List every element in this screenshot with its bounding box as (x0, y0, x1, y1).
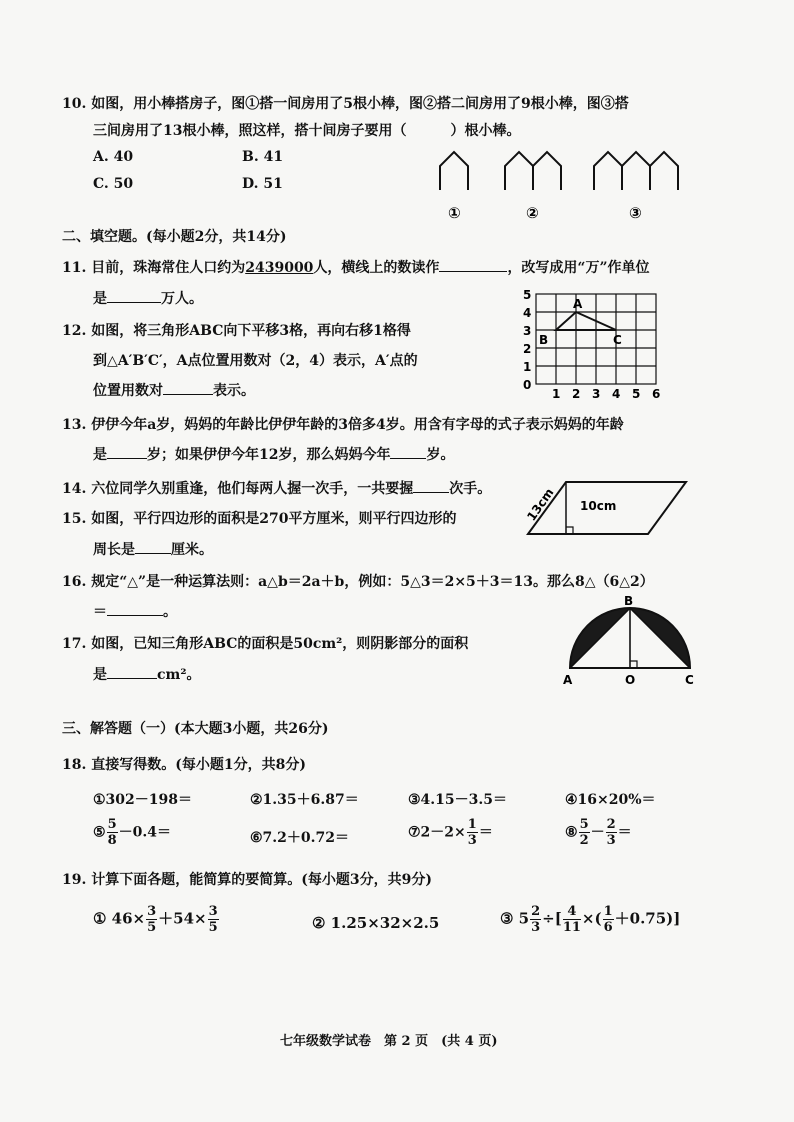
page-footer: 七年级数学试卷 第 2 页 (共 4 页) (280, 1034, 498, 1049)
x-tick-3: 3 (592, 387, 601, 401)
q15-line1: 15. 如图，平行四边形的面积是270平方厘米，则平行四边形的 (62, 511, 457, 527)
label-o: O (625, 673, 636, 687)
q12-line1: 12. 如图，将三角形ABC向下平移3格，再向右移1格得 (62, 323, 411, 339)
q18-item-5: ⑤ $\frac{5}{8}$ －0.4＝ (93, 817, 171, 848)
q18-item-2: ②1.35＋6.87＝ (250, 792, 359, 808)
q16-line1: 16. 规定“△”是一种运算法则：a△b＝2a＋b，例如：5△3＝2×5＋3＝13。那么8△（6△2） (62, 574, 654, 590)
q10-line1: 10. 如图，用小棒搭房子，图①搭一间房用了5根小棒，图②搭二间房用了9根小棒，图③搭 (62, 96, 629, 112)
point-label-c: C (613, 333, 622, 347)
q11-line2: 是 万人。 (93, 288, 203, 308)
q19-item-1: ① 46× $\frac{3}{5}$ ＋54× $\frac{3}{5}$ (93, 904, 218, 935)
figure-label-3: ③ (629, 204, 642, 222)
q18-title: 18. 直接写得数。(每小题1分，共8分) (62, 757, 306, 773)
q12-grid-figure (520, 286, 660, 401)
q13-line1: 13. 伊伊今年a岁，妈妈的年龄比伊伊年龄的3倍多4岁。用含有字母的式子表示妈妈的年龄 (62, 417, 624, 433)
section3-title: 三、解答题（一）(本大题3小题，共26分) (62, 721, 329, 737)
q19-item-2: ② 1.25×32×2.5 (312, 914, 440, 932)
q18-item-7: ⑦2－2× $\frac{1}{3}$ ＝ (408, 817, 493, 848)
x-tick-2: 2 (572, 387, 581, 401)
y-tick-0: 0 (523, 378, 532, 392)
q18-item-8: ⑧ $\frac{5}{2}$ － $\frac{2}{3}$ ＝ (565, 817, 632, 848)
x-tick-1: 1 (552, 387, 561, 401)
q10-line2: 三间房用了13根小棒，照这样，搭十间房子要用（ ）根小棒。 (93, 123, 521, 139)
q18-item-6: ⑥7.2＋0.72＝ (250, 830, 350, 846)
house-figure-1 (440, 152, 468, 190)
q10-houses-figure (430, 148, 700, 228)
figure-label-2: ② (526, 204, 539, 222)
x-tick-4: 4 (612, 387, 621, 401)
q12-line3: 位置用数对 表示。 (93, 380, 255, 400)
q18-item-4: ④16×20%＝ (565, 792, 656, 808)
y-tick-3: 3 (523, 324, 532, 338)
q16-line2: ＝ 。 (93, 601, 177, 621)
q10-option-d: D. 51 (242, 176, 283, 192)
q11-line1: 11. 目前，珠海常住人口约为2439000人，横线上的数读作 ，改写成用“万”作单位 (62, 257, 650, 277)
y-tick-4: 4 (523, 306, 532, 320)
q17-line1: 17. 如图，已知三角形ABC的面积是50cm²，则阴影部分的面积 (62, 636, 469, 652)
x-tick-6: 6 (652, 387, 661, 401)
q10-option-b: B. 41 (242, 149, 284, 165)
y-tick-2: 2 (523, 342, 532, 356)
label-a: A (563, 673, 573, 687)
figure-label-1: ① (448, 204, 461, 222)
label-c: C (685, 673, 694, 687)
q14-line: 14. 六位同学久别重逢，他们每两人握一次手，一共要握 次手。 (62, 478, 491, 498)
q12-line2: 到△A′B′C′，A点位置用数对（2，4）表示，A′点的 (93, 353, 418, 369)
q13-line2: 是 岁；如果伊伊今年12岁，那么妈妈今年 岁。 (93, 444, 454, 464)
house-figure-3 (594, 152, 678, 190)
point-label-b: B (539, 333, 549, 347)
y-tick-1: 1 (523, 360, 532, 374)
label-b: B (624, 594, 634, 608)
q15-parallelogram-figure (518, 476, 693, 546)
section2-title: 二、填空题。(每小题2分，共14分) (62, 229, 287, 245)
side-label: 13cm (524, 485, 557, 524)
point-label-a: A (573, 297, 583, 311)
q10-option-a: A. 40 (93, 149, 134, 165)
q19-title: 19. 计算下面各题，能简算的要简算。(每小题3分，共9分) (62, 872, 432, 888)
right-angle-mark (566, 527, 573, 534)
q10-option-c: C. 50 (93, 176, 134, 192)
q18-item-3: ③4.15－3.5＝ (408, 792, 508, 808)
q15-line2: 周长是 厘米。 (93, 539, 213, 559)
height-label: 10cm (580, 499, 617, 513)
q17-semicircle-figure (560, 596, 700, 688)
y-tick-5: 5 (523, 288, 532, 302)
triangle-abc (556, 312, 616, 330)
q19-item-3: ③ 5 $\frac{2}{3}$ ÷[ $\frac{4}{11}$ ×( $\frac{1}{6}$ ＋0.75)] (500, 904, 681, 935)
q18-item-1: ①302－198＝ (93, 792, 192, 808)
q17-line2: 是 cm²。 (93, 664, 200, 684)
x-tick-5: 5 (632, 387, 641, 401)
